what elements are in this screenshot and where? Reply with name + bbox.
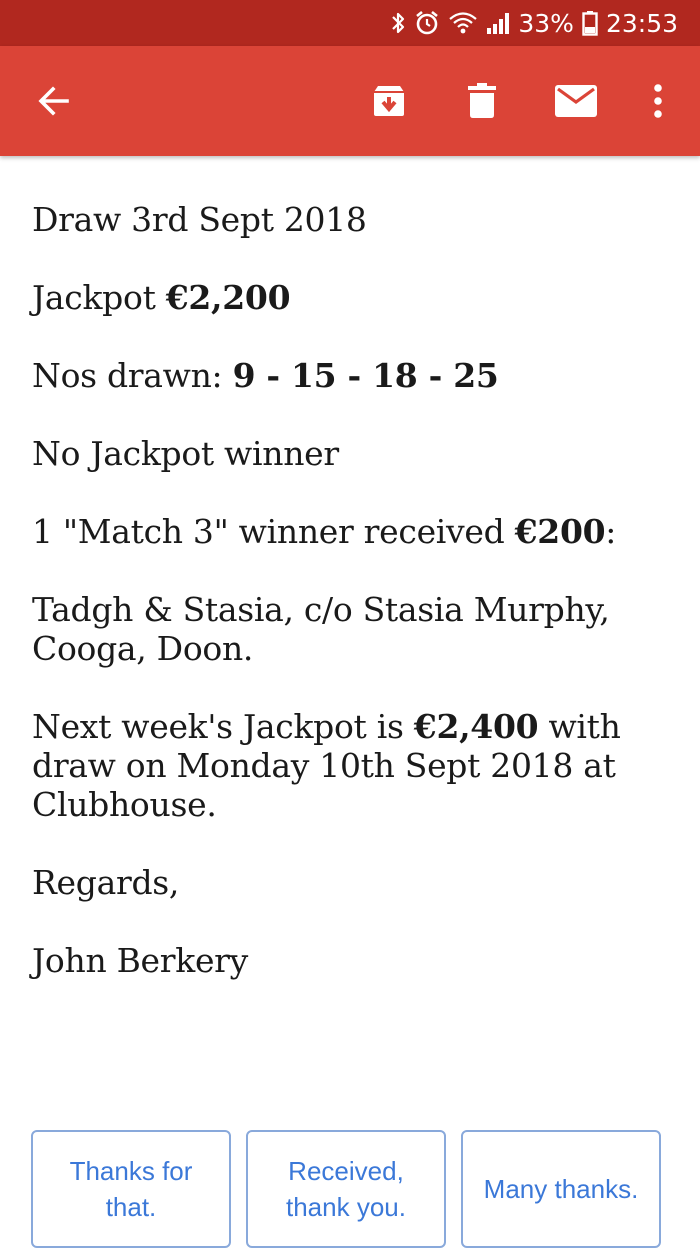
regards-line: Regards,: [32, 863, 180, 902]
signal-icon: [486, 10, 510, 36]
reply-label: Many thanks.: [483, 1174, 639, 1204]
numbers-drawn: 9 - 15 - 18 - 25: [232, 356, 499, 395]
next-jackpot-line: [32, 707, 682, 824]
more-options-icon: [653, 84, 663, 118]
no-winner-line: No Jackpot winner: [32, 434, 339, 473]
numbers-drawn-line: [32, 356, 682, 395]
match-prefix: 1 "Match 3" winner received: [32, 512, 515, 551]
archive-icon: [371, 83, 407, 119]
back-arrow-icon: [37, 84, 71, 118]
match-amount: €200: [514, 512, 606, 551]
toolbar: [0, 46, 700, 156]
numbers-label: Nos drawn:: [32, 356, 233, 395]
smart-replies: [31, 1130, 671, 1248]
signature: John Berkery: [32, 941, 248, 980]
battery-icon: [582, 10, 598, 36]
mark-unread-button[interactable]: [543, 46, 609, 156]
smart-reply-received[interactable]: [246, 1130, 446, 1248]
mark-unread-icon: [555, 85, 597, 117]
email-body: [32, 200, 682, 1019]
match-winner-line: [32, 512, 682, 551]
alarm-icon: [414, 10, 440, 36]
match-suffix: :: [605, 512, 617, 551]
smart-reply-many-thanks[interactable]: [461, 1130, 661, 1248]
next-prefix: Next week's Jackpot is: [32, 707, 414, 746]
battery-percent: 33%: [518, 8, 574, 38]
clock: 23:53: [605, 8, 678, 38]
archive-button[interactable]: [356, 46, 422, 156]
jackpot-amount: €2,200: [165, 278, 291, 317]
draw-line: Draw 3rd Sept 2018: [32, 200, 367, 239]
smart-reply-thanks-for-that[interactable]: [31, 1130, 231, 1248]
next-amount: €2,400: [413, 707, 539, 746]
delete-button[interactable]: [450, 46, 514, 156]
reply-label: Received, thank you.: [286, 1156, 406, 1222]
jackpot-label: Jackpot: [32, 278, 166, 317]
winner-address: [32, 590, 682, 668]
winner-line-1: Tadgh & Stasia, c/o Stasia Murphy,: [32, 590, 610, 629]
bluetooth-icon: [390, 10, 406, 36]
status-bar: [0, 0, 700, 46]
winner-line-2: Cooga, Doon.: [32, 629, 254, 668]
wifi-icon: [448, 10, 478, 36]
reply-label: Thanks for that.: [69, 1156, 193, 1222]
next-suffix: with draw on Monday 10th Sept 2018 at Clubhouse.: [32, 707, 621, 824]
more-options-button[interactable]: [636, 46, 680, 156]
delete-icon: [468, 83, 496, 119]
jackpot-line: [32, 278, 682, 317]
back-button[interactable]: [22, 46, 86, 156]
